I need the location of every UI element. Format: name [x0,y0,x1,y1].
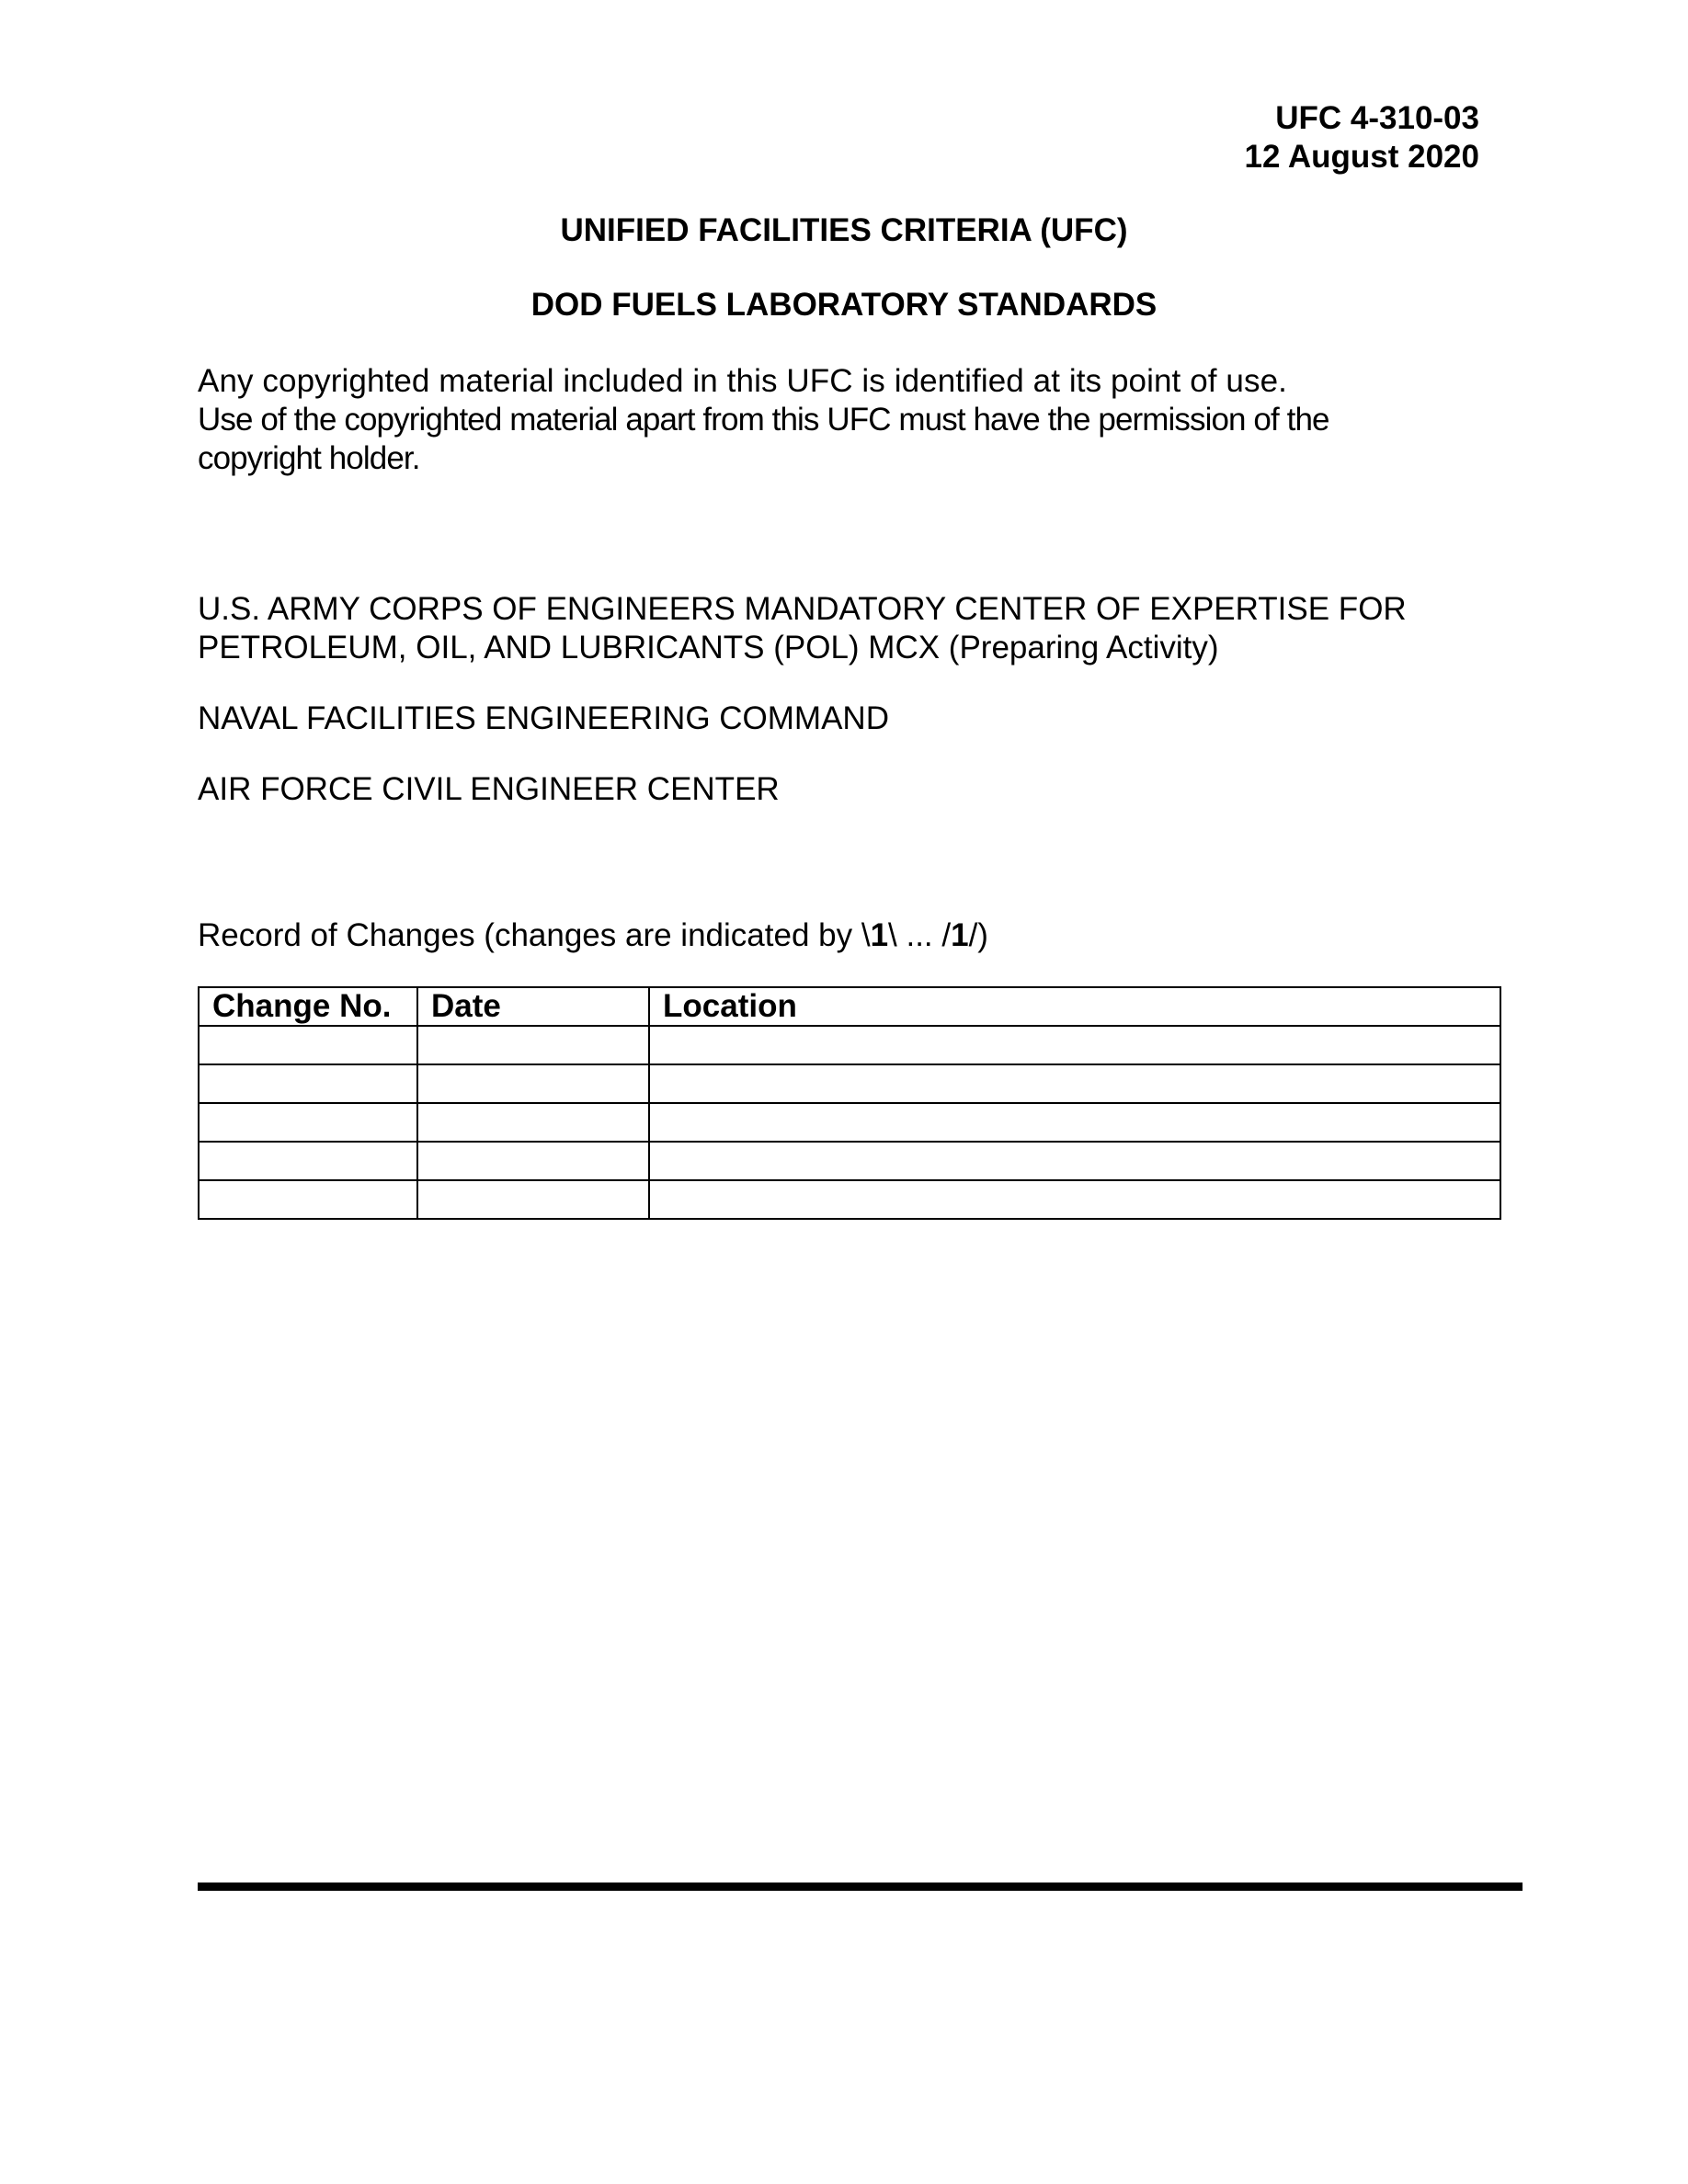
table-row [199,1026,1500,1064]
table-row [199,1180,1500,1219]
table-cell [417,1064,649,1103]
column-header-location: Location [649,987,1500,1026]
change-marker-open: 1 [870,917,889,953]
record-of-changes-table [198,986,1501,1220]
column-header-date: Date [417,987,649,1026]
table-cell [199,1026,417,1064]
table-cell [649,1103,1500,1142]
organization-navfac: NAVAL FACILITIES ENGINEERING COMMAND [198,700,889,736]
table-row [199,1103,1500,1142]
main-title: UNIFIED FACILITIES CRITERIA (UFC) [560,212,1128,248]
table-cell [417,1142,649,1180]
table-cell [199,1180,417,1219]
document-date: 12 August 2020 [1244,139,1479,175]
table-cell [199,1142,417,1180]
document-header [1245,99,1479,176]
table-cell [417,1180,649,1219]
table-cell [649,1180,1500,1219]
table-cell [649,1142,1500,1180]
table-row [199,1064,1500,1103]
footer-divider [198,1883,1523,1891]
copyright-notice-line-1: Any copyrighted material included in this UFC is identified at its point of use. [198,363,1287,399]
record-prefix: Record of Changes (changes are indicated by \ [198,917,871,953]
copyright-notice-line-2: Use of the copyrighted material apart from this UFC must have the permission of the [198,402,1329,438]
column-header-change-no: Change No. [199,987,417,1026]
preparing-activity-line-2: PETROLEUM, OIL, AND LUBRICANTS (POL) MCX (Preparing Activity) [198,630,1219,665]
document-subtitle: DOD FUELS LABORATORY STANDARDS [530,287,1158,323]
record-of-changes-heading [198,916,988,955]
preparing-activity-line-1: U.S. ARMY CORPS OF ENGINEERS MANDATORY CENTER OF EXPERTISE FOR [198,591,1407,627]
table-cell [417,1103,649,1142]
record-middle: \ ... / [888,917,952,953]
document-number: UFC 4-310-03 [1275,100,1479,136]
table-cell [417,1026,649,1064]
change-marker-close: 1 [951,917,969,953]
table-cell [649,1026,1500,1064]
table-header-row [199,987,1500,1026]
table-cell [199,1103,417,1142]
table-row [199,1142,1500,1180]
copyright-notice-line-3: copyright holder. [198,440,420,476]
organization-afcec: AIR FORCE CIVIL ENGINEER CENTER [198,771,780,807]
table-cell [199,1064,417,1103]
table-cell [649,1064,1500,1103]
record-suffix: /) [968,917,988,953]
